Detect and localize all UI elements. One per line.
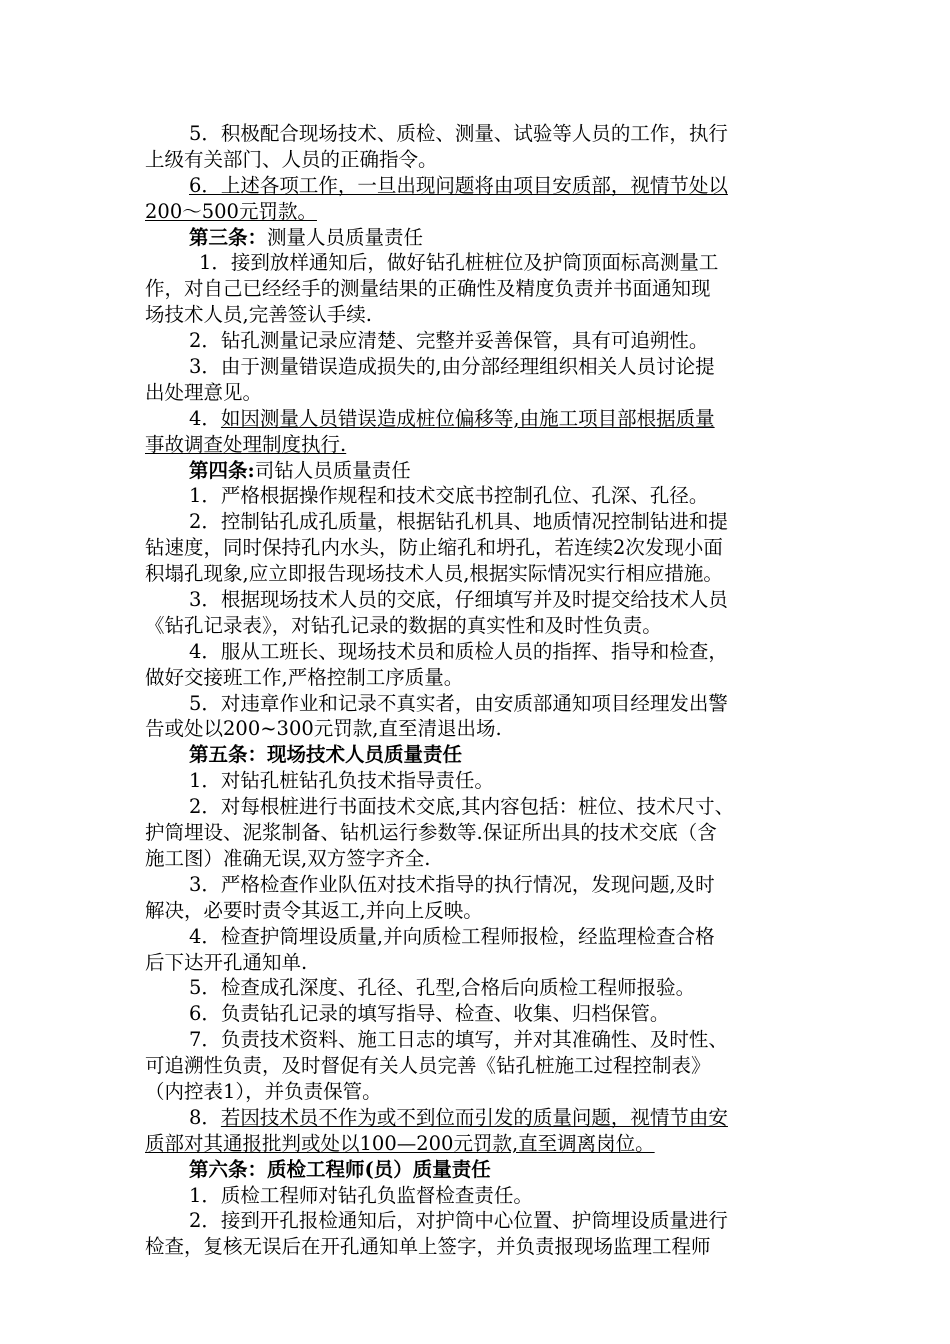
line-text: 5．积极配合现场技术、质检、测量、试验等人员的工作，执行 [189, 122, 728, 145]
text-line [145, 250, 815, 276]
article-title: 测量人员质量责任 [267, 225, 424, 249]
text-line [145, 820, 815, 846]
underlined-text: 质部对其通报批判或处以100—200元罚款,直至调离岗位。 [145, 1131, 655, 1155]
line-text: 4．服从工班长、现场技术员和质检人员的指挥、指导和检查， [189, 639, 728, 663]
article-label: 第三条： [189, 225, 268, 249]
underlined-text: 如因测量人员错误造成桩位偏移等,由施工项目部根据质量 [220, 406, 715, 430]
text-line [145, 1027, 815, 1053]
line-text: 积塌孔现象,应立即报告现场技术人员,根据实际情况实行相应措施。 [145, 562, 723, 586]
text-line [145, 147, 815, 173]
line-text: 2．对每根桩进行书面技术交底,其内容包括：桩位、技术尺寸、 [189, 795, 735, 819]
article-title: 司钻人员质量责任 [254, 458, 411, 482]
line-text: 施工图）准确无误,双方签字齐全. [145, 846, 431, 870]
text-line [145, 509, 815, 535]
item-number: 4． [189, 406, 221, 430]
line-text: 可追溯性负责，及时督促有关人员完善《钻孔桩施工过程控制表》 [145, 1054, 711, 1078]
text-line [145, 535, 815, 561]
article-heading [145, 225, 815, 251]
text-line [145, 846, 815, 872]
line-text: 检查，复核无误后在开孔通知单上签字，并负责报现场监理工程师 [145, 1235, 711, 1259]
line-text: 场技术人员,完善签认手续. [145, 303, 372, 327]
line-text: 5．检查成孔深度、孔径、孔型,合格后向质检工程师报验。 [189, 976, 696, 1000]
text-line [145, 975, 815, 1001]
text-line [145, 1079, 815, 1105]
line-text: 作，对自己已经经手的测量结果的正确性及精度负责并书面通知现 [145, 277, 711, 301]
text-line [145, 950, 815, 976]
line-text: 1．严格根据操作规程和技术交底书控制孔位、孔深、孔径。 [189, 484, 709, 508]
document-body [145, 121, 815, 1260]
text-line [145, 121, 815, 147]
text-line [145, 1053, 815, 1079]
text-line [145, 406, 815, 432]
line-text: 解决，必要时责令其返工,并向上反映。 [145, 898, 483, 922]
text-line [145, 199, 815, 225]
line-text: 4．检查护筒埋设质量,并向质检工程师报检，经监理检查合格 [189, 924, 715, 948]
text-line [145, 898, 815, 924]
text-line [145, 691, 815, 717]
article-label: 第五条： [189, 743, 268, 767]
article-heading [145, 742, 815, 768]
text-line [145, 1234, 815, 1260]
item-number: 8． [189, 1105, 221, 1129]
underlined-text: 6．上述各项工作，一旦出现问题将由项目安质部，视情节处以 [189, 173, 728, 197]
line-text: 告或处以200~300元罚款,直至清退出场. [145, 717, 502, 741]
line-text: 做好交接班工作,严格控制工序质量。 [145, 665, 464, 689]
line-text: 1．对钻孔桩钻孔负技术指导责任。 [189, 769, 494, 793]
line-text: 2．钻孔测量记录应清楚、完整并妥善保管，具有可追朔性。 [189, 329, 709, 353]
text-line [145, 1001, 815, 1027]
line-text: 6．负责钻孔记录的填写指导、检查、收集、归档保管。 [189, 1002, 670, 1026]
text-line [145, 328, 815, 354]
line-text: 后下达开孔通知单. [145, 950, 308, 974]
underlined-text: 事故调查处理制度执行. [145, 432, 347, 456]
line-text: 2．接到开孔报检通知后，对护筒中心位置、护筒埋设质量进行 [189, 1209, 728, 1233]
line-text: 《钻孔记录表》，对钻孔记录的数据的真实性和及时性负责。 [145, 613, 662, 637]
text-line [145, 639, 815, 665]
text-line [145, 1131, 815, 1157]
line-text: 3．由于测量错误造成损失的,由分部经理组织相关人员讨论提 [189, 355, 715, 379]
text-line [145, 1208, 815, 1234]
line-text: （内控表1），并负责保管。 [145, 1079, 382, 1103]
line-text: 5．对违章作业和记录不真实者，由安质部通知项目经理发出警 [189, 691, 728, 715]
line-text: 1．质检工程师对钻孔负监督检查责任。 [189, 1183, 533, 1207]
line-text: 护筒埋设、泥浆制备、钻机运行参数等.保证所出具的技术交底（含 [145, 821, 717, 845]
text-line [145, 276, 815, 302]
text-line [145, 1105, 815, 1131]
line-text: 2．控制钻孔成孔质量，根据钻孔机具、地质情况控制钻进和提 [189, 510, 728, 534]
line-text: 3．严格检查作业队伍对技术指导的执行情况，发现问题,及时 [189, 872, 715, 896]
text-line [145, 354, 815, 380]
text-line [145, 173, 815, 199]
text-line [145, 768, 815, 794]
article-heading [145, 458, 815, 484]
text-line [145, 716, 815, 742]
article-heading [145, 1157, 815, 1183]
line-text: 出处理意见。 [145, 380, 263, 404]
text-line [145, 483, 815, 509]
text-line [145, 613, 815, 639]
text-line [145, 380, 815, 406]
text-line [145, 665, 815, 691]
text-line [145, 432, 815, 458]
underlined-text: 若因技术员不作为或不到位而引发的质量问题，视情节由安 [220, 1105, 728, 1129]
article-label: 第六条： [189, 1157, 268, 1181]
line-text: 3．根据现场技术人员的交底，仔细填写并及时提交给技术人员 [189, 588, 728, 612]
line-text: 上级有关部门、人员的正确指令。 [145, 147, 438, 171]
text-line [145, 872, 815, 898]
article-label: 第四条: [189, 458, 255, 482]
line-text: 1．接到放样通知后，做好钻孔桩桩位及护筒顶面标高测量工 [199, 251, 719, 275]
underlined-text: 200～500元罚款。 [145, 199, 317, 223]
text-line [145, 924, 815, 950]
text-line [145, 1183, 815, 1209]
article-title: 现场技术人员质量责任 [267, 743, 463, 767]
text-line [145, 794, 815, 820]
text-line [145, 561, 815, 587]
article-title: 质检工程师(员）质量责任 [267, 1157, 491, 1181]
text-line [145, 587, 815, 613]
line-text: 7．负责技术资料、施工日志的填写，并对其准确性、及时性、 [189, 1028, 728, 1052]
line-text: 钻速度，同时保持孔内水头，防止缩孔和坍孔，若连续2次发现小面 [145, 536, 723, 560]
text-line [145, 302, 815, 328]
